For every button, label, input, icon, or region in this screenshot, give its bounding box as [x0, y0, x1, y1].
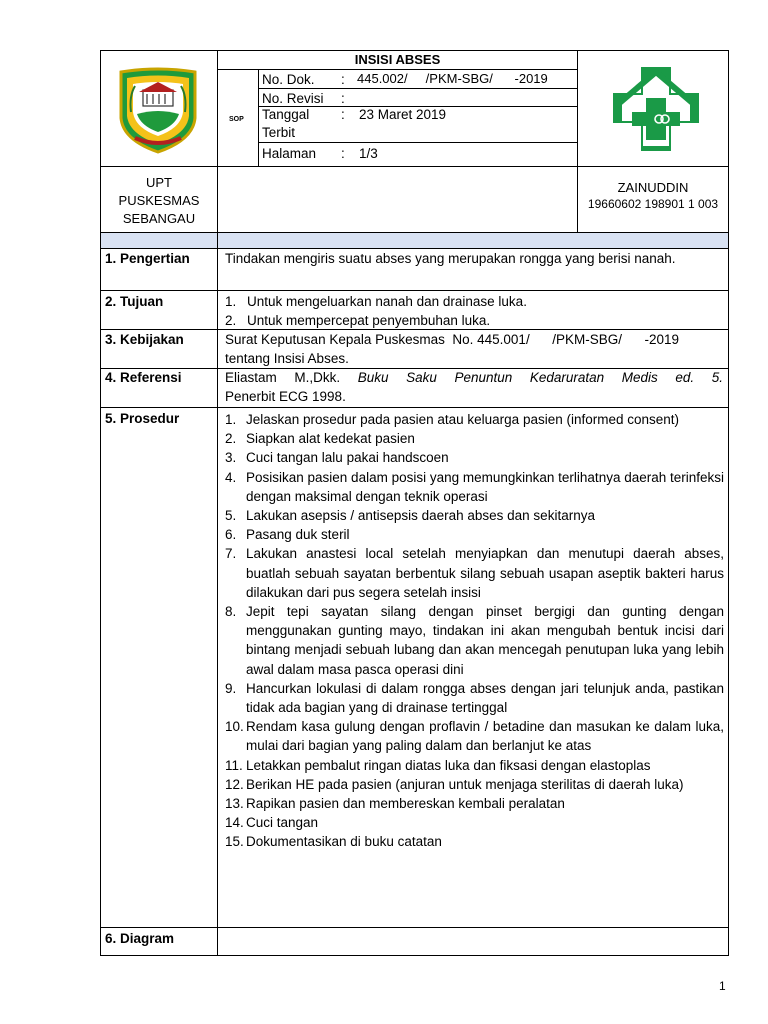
prosedur-step	[225, 717, 724, 755]
prosedur-step-text: Posisikan pasien dalam posisi yang memungkinkan terlihatnya daerah terinfeksi dengan maksimal dengan teknik operasi	[246, 469, 725, 504]
org-name-line: SEBANGAU	[122, 211, 196, 226]
prosedur-step-text: Lakukan anastesi local setelah menyiapkan dan menutupi daerah abses, buatlah sebuah sayatan berbentuk silang sebuah usapan aseptik bakteri harus dilakukan dari pus segera setelah insisi	[246, 546, 724, 600]
field-value-halaman: 1/3	[359, 146, 378, 161]
prosedur-step	[225, 756, 724, 775]
signer-name: ZAINUDDIN	[617, 180, 689, 195]
sop-label: SOP	[229, 116, 244, 123]
tujuan-item-number: 1.	[225, 294, 237, 309]
prosedur-list	[225, 410, 724, 852]
section-label-pengertian: 1. Pengertian	[105, 251, 190, 266]
prosedur-step-number: 13.	[225, 796, 244, 812]
prosedur-step-text: Rendam kasa gulung dengan proflavin / betadine dan masukan ke dalam luka, mulai dari bagian yang paling dalam dan berlanjut ke atas	[246, 719, 724, 754]
tujuan-item-text: Untuk mengeluarkan nanah dan drainase luka.	[247, 294, 527, 309]
section-label-referensi: 4. Referensi	[105, 370, 182, 385]
prosedur-step	[225, 775, 724, 794]
prosedur-step-number: 1.	[225, 412, 237, 427]
field-label-no-revisi: No. Revisi	[262, 91, 324, 106]
field-label-tanggal: Tanggal	[262, 107, 310, 122]
field-label-halaman: Halaman	[262, 146, 317, 161]
header-band	[218, 233, 728, 248]
prosedur-step-text: Rapikan pasien dan membereskan kembali peralatan	[246, 796, 565, 812]
referensi-author: Eliastam M.,Dkk.	[225, 370, 341, 385]
prosedur-step-number: 2.	[225, 431, 237, 447]
prosedur-step	[225, 602, 724, 679]
section-label-diagram: 6. Diagram	[105, 931, 175, 946]
page-number: 1	[719, 979, 726, 993]
section-label-kebijakan: 3. Kebijakan	[105, 332, 184, 347]
prosedur-step-number: 3.	[225, 450, 237, 466]
field-label-no-dok: No. Dok.	[262, 72, 315, 87]
field-sep: :	[341, 146, 345, 161]
tujuan-item-number: 2.	[225, 313, 237, 328]
kebijakan-text-line: Surat Keputusan Kepala Puskesmas No. 445.001/ /PKM-SBG/ -2019	[225, 332, 679, 347]
referensi-book-title: Buku Saku Penuntun Kedaruratan Medis ed. 5.	[357, 370, 723, 385]
org-name-line: PUSKESMAS	[118, 193, 200, 208]
prosedur-step	[225, 544, 724, 602]
field-value-no-dok: 445.002/ /PKM-SBG/ -2019	[357, 71, 548, 86]
referensi-publisher: Penerbit ECG 1998.	[225, 389, 346, 404]
prosedur-step	[225, 448, 724, 467]
field-label-terbit: Terbit	[262, 125, 296, 140]
puskesmas-logo	[608, 62, 704, 158]
prosedur-step-text: Lakukan asepsis / antisepsis daerah abses dan sekitarnya	[246, 508, 595, 524]
prosedur-step-number: 14.	[225, 815, 244, 831]
section-label-tujuan: 2. Tujuan	[105, 294, 164, 309]
prosedur-step	[225, 832, 724, 851]
referensi-text	[225, 368, 723, 406]
section-label-prosedur: 5. Prosedur	[105, 411, 180, 426]
header-band	[101, 233, 217, 248]
signer-nip: 19660602 198901 1 003	[587, 197, 719, 211]
prosedur-step	[225, 429, 724, 448]
prosedur-step	[225, 813, 724, 832]
prosedur-step-number: 15.	[225, 834, 244, 850]
field-sep: :	[341, 72, 345, 87]
prosedur-step	[225, 679, 724, 717]
prosedur-step	[225, 410, 724, 429]
field-value-tanggal: 23 Maret 2019	[359, 107, 447, 122]
prosedur-step-number: 8.	[225, 604, 237, 620]
prosedur-step-text: Letakkan pembalut ringan diatas luka dan fiksasi dengan elastoplas	[246, 757, 651, 773]
prosedur-step-text: Jepit tepi sayatan silang dengan pinset bergigi dan gunting dengan menggunakan gunting mayo, tindakan ini akan mengubah bentuk incisi dari bintang menjadi sebuah lubang dan akan mencegah penutupan luka yang lebih awal dalam masa pasca operasi dini	[246, 604, 724, 677]
prosedur-step-text: Cuci tangan lalu pakai handscoen	[246, 450, 449, 466]
kebijakan-text-line: tentang Insisi Abses.	[225, 351, 349, 366]
prosedur-step-text: Dokumentasikan di buku catatan	[246, 834, 442, 850]
document-title: INSISI ABSES	[354, 52, 441, 67]
prosedur-step	[225, 468, 724, 506]
prosedur-step-text: Siapkan alat kedekat pasien	[246, 431, 415, 447]
prosedur-step-number: 10.	[225, 719, 244, 735]
prosedur-step-number: 9.	[225, 680, 237, 696]
prosedur-step-text: Cuci tangan	[246, 815, 319, 831]
prosedur-step-text: Jelaskan prosedur pada pasien atau keluarga pasien (informed consent)	[246, 412, 680, 427]
prosedur-step-number: 12.	[225, 776, 244, 792]
org-name-line: UPT	[146, 175, 172, 190]
prosedur-step-number: 7.	[225, 546, 237, 562]
prosedur-step	[225, 525, 724, 544]
prosedur-step	[225, 506, 724, 525]
prosedur-step-number: 11.	[225, 757, 243, 773]
field-sep: :	[341, 107, 345, 122]
prosedur-step-number: 5.	[225, 508, 237, 524]
pengertian-text: Tindakan mengiris suatu abses yang merupakan rongga yang berisi nanah.	[225, 251, 676, 266]
prosedur-step-number: 6.	[225, 527, 237, 543]
prosedur-step-number: 4.	[225, 469, 237, 485]
field-sep: :	[341, 91, 345, 106]
prosedur-step-text: Hancurkan lokulasi di dalam rongga abses dengan jari telunjuk anda, pastikan tidak ada bagian yang di drainase tertinggal	[246, 680, 724, 716]
prosedur-step-text: Berikan HE pada pasien (anjuran untuk menjaga sterilitas di daerah luka)	[246, 776, 684, 792]
tujuan-item-text: Untuk mempercepat penyembuhan luka.	[247, 313, 491, 328]
prosedur-step-text: Pasang duk steril	[246, 527, 350, 543]
prosedur-step	[225, 794, 724, 813]
regional-emblem-logo	[113, 66, 203, 154]
